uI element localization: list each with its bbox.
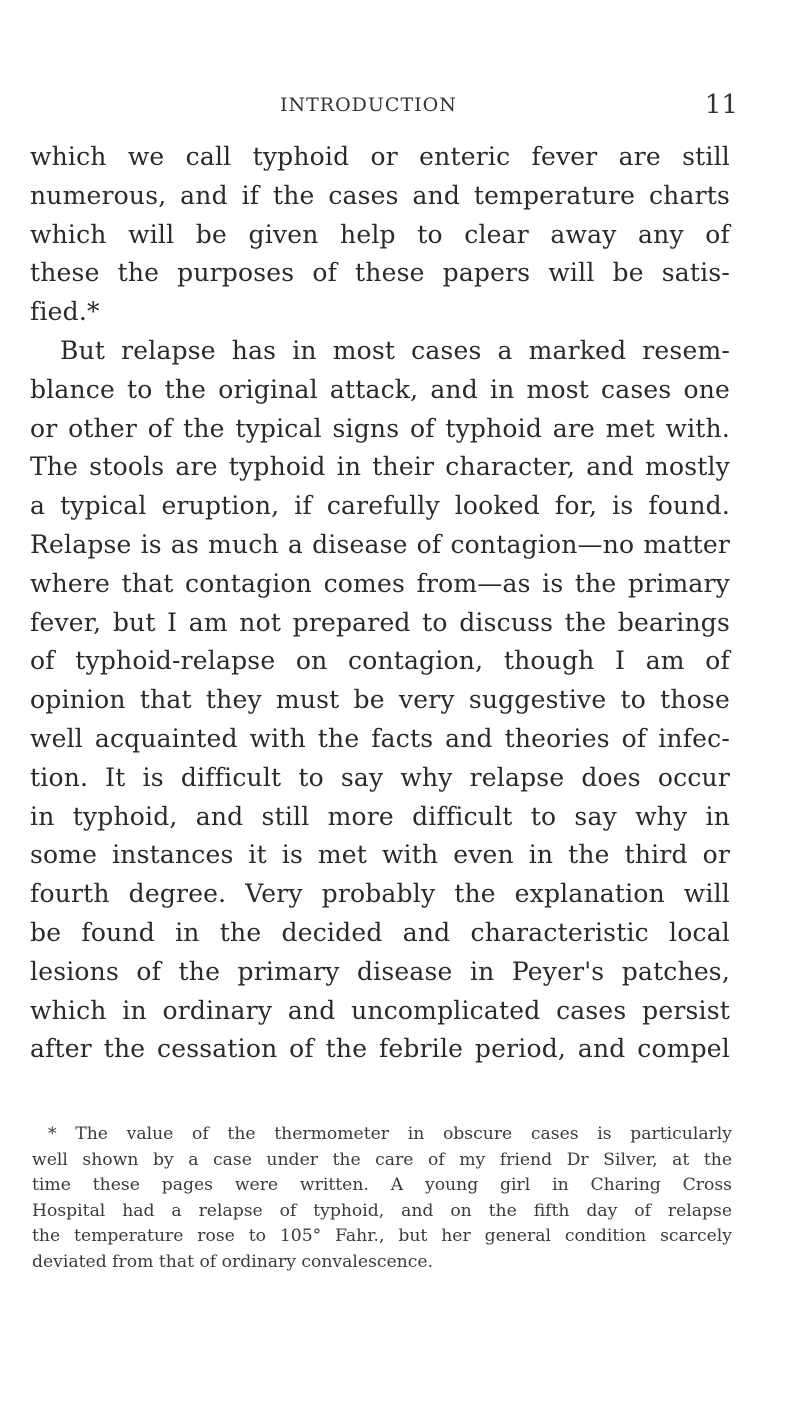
text-line: fied.* [30,297,100,327]
text-line: lesions of the primary disease in Peyer's patches, [30,956,730,986]
text-line: or other of the typical signs of typhoid are met with. [30,413,730,443]
text-line: which we call typhoid or enteric fever are still [30,142,730,171]
page-header [30,90,750,130]
text-line: fever, but I am not prepared to discuss the bearings [30,607,730,637]
text-line: which in ordinary and uncomplicated cases persist [30,995,730,1025]
footnote [32,1122,732,1276]
text-line: tion. It is difficult to say why relapse does occur [30,762,730,792]
footnote-line: the temperature rose to 105° Fahr., but her general condition scarcely [32,1226,732,1247]
text-line: opinion that they must be very suggestive to those [30,685,730,715]
text-line: where that contagion comes from—as is the primary [30,568,730,598]
text-line: some instances it is met with even in the third or [30,840,730,870]
text-line: well acquainted with the facts and theories of infec- [30,723,730,753]
footnote-line: well shown by a case under the care of my friend Dr Silver, at the [32,1149,732,1170]
body-text [30,138,730,1069]
text-line: The stools are typhoid in their character, and mostly [30,452,730,482]
page-number: 11 [704,90,738,120]
footnote-line: * The value of the thermometer in obscure cases is particularly [48,1124,732,1144]
footnote-line: Hospital had a relapse of typhoid, and on the fifth day of relapse [32,1200,732,1221]
text-line: Relapse is as much a disease of contagion—no matter [30,529,730,559]
footnote-line: time these pages were written. A young girl in Charing Cross [32,1175,732,1196]
text-line: be found in the decided and characteristic local [30,917,730,947]
text-line: blance to the original attack, and in most cases one [30,374,730,404]
text-line: numerous, and if the cases and temperature charts [30,180,730,210]
text-line: in typhoid, and still more difficult to say why in [30,801,730,831]
text-line: fourth degree. Very probably the explanation will [30,879,730,909]
text-line: of typhoid-relapse on contagion, though I am of [30,646,730,676]
text-line: after the cessation of the febrile period, and compel [30,1034,730,1064]
text-line: But relapse has in most cases a marked resem- [60,335,730,365]
footnote-line: deviated from that of ordinary convalescence. [32,1251,434,1272]
text-line: which will be given help to clear away any of [30,219,730,249]
text-line: a typical eruption, if carefully looked for, is found. [30,491,730,521]
text-line: these the purposes of these papers will be satis- [30,258,730,288]
running-head: INTRODUCTION [280,94,457,116]
